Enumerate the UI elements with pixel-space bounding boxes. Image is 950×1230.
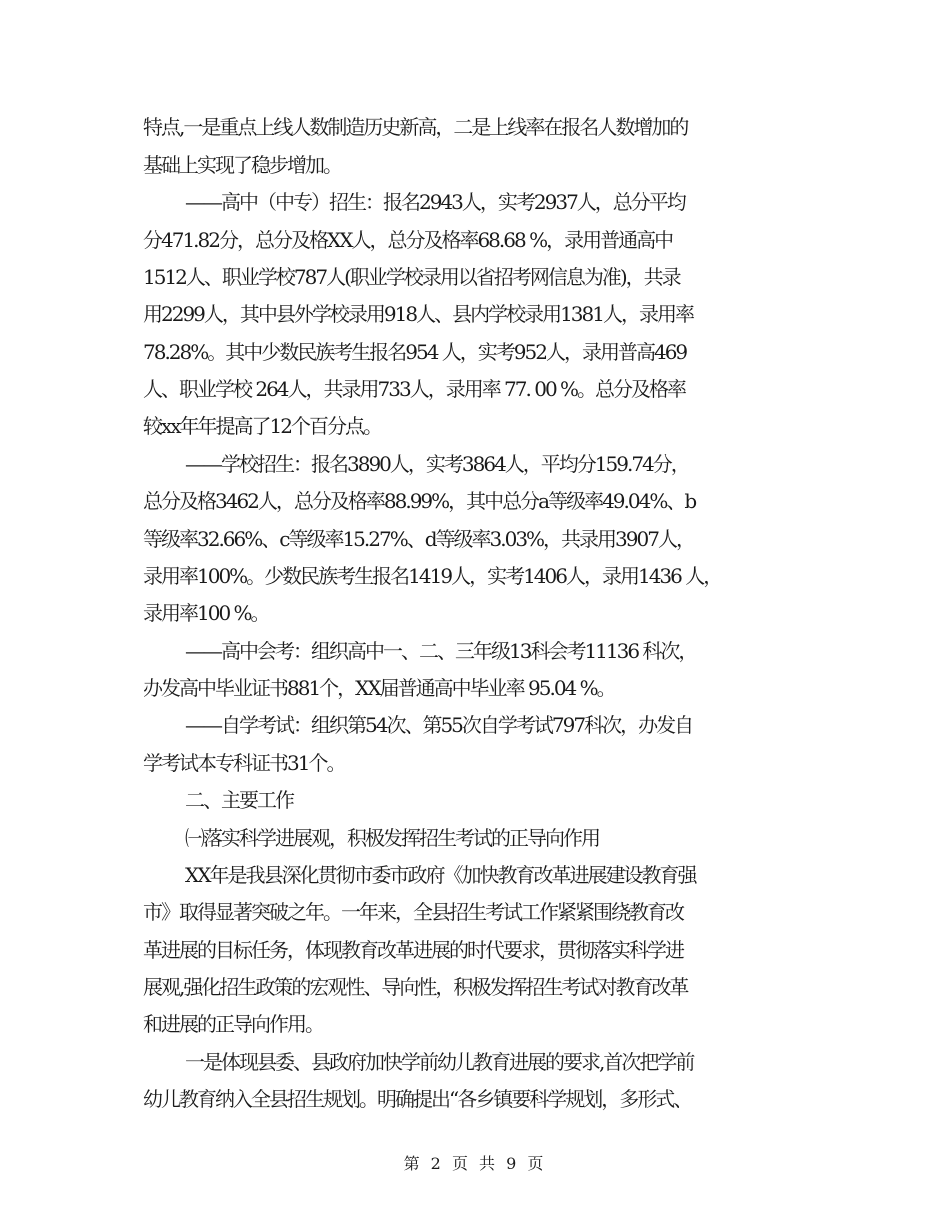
text-line: 78.28%。其中少数民族考生报名954 人，实考952人，录用普高469 bbox=[143, 340, 687, 364]
text-line: 基础上实现了稳步增加。 bbox=[143, 153, 341, 177]
text-line: 展观,强化招生政策的宏观性、导向性，积极发挥招生考试对教育改革 bbox=[143, 975, 688, 999]
text-line: XX年是我县深化贯彻市委市政府《加快教育改革进展建设教育强 bbox=[185, 863, 696, 887]
text-line: 录用率100%。少数民族考生报名1419人，实考1406人，录用1436 人， bbox=[143, 564, 722, 588]
text-line: 总分及格3462人，总分及格率88.99%，其中总分a等级率49.04%、b bbox=[143, 489, 696, 513]
text-line: 用2299人，其中县外学校录用918人、县内学校录用1381人，录用率 bbox=[143, 302, 693, 326]
text-line: 市》取得显著突破之年。一年来，全县招生考试工作紧紧围绕教育改 bbox=[143, 900, 683, 924]
page-number: 第 2 页 共 9 页 bbox=[403, 1154, 547, 1173]
text-line: ——自学考试：组织第54次、第55次自学考试797科次，办发自 bbox=[185, 713, 693, 737]
text-line: 和进展的正导向作用。 bbox=[143, 1012, 323, 1036]
text-line: 分471.82分，总分及格XX人，总分及格率68.68 %，录用普通高中 bbox=[143, 228, 673, 252]
text-line: ——学校招生：报名3890人，实考3864人，平均分159.74分， bbox=[185, 452, 689, 476]
text-line: ——高中（中专）招生：报名2943人，实考2937人，总分平均 bbox=[185, 190, 685, 214]
text-line: 学考试本专科证书31个。 bbox=[143, 751, 345, 775]
text-line: 等级率32.66%、c等级率15.27%、d等级率3.03%，共录用3907人， bbox=[143, 527, 694, 551]
text-line: 一是体现县委、县政府加快学前幼儿教育进展的要求,首次把学前 bbox=[185, 1050, 694, 1074]
text-line: 1512人、职业学校787人(职业学校录用以省招考网信息为准)，共录 bbox=[143, 265, 680, 289]
text-line: 革进展的目标任务，体现教育改革进展的时代要求，贯彻落实科学进 bbox=[143, 938, 683, 962]
subsection-heading: ㈠落实科学进展观，积极发挥招生考试的正导向作用 bbox=[185, 826, 599, 850]
text-line: 较xx年年提高了12个百分点。 bbox=[143, 414, 382, 438]
section-heading: 二、主要工作 bbox=[185, 788, 293, 812]
text-line: 特点,一是重点上线人数制造历史新高，二是上线率在报名人数增加的 bbox=[143, 115, 688, 139]
text-line: ——高中会考：组织高中一、二、三年级13科会考11136 科次， bbox=[185, 639, 697, 663]
text-line: 人、职业学校 264人，共录用733人，录用率 77. 00 %。总分及格率 bbox=[143, 377, 686, 401]
text-line: 办发高中毕业证书881个，XX届普通高中毕业率 95.04 %。 bbox=[143, 676, 615, 700]
text-line: 录用率100 %。 bbox=[143, 601, 269, 625]
text-line: 幼儿教育纳入全县招生规划。明确提出“各乡镇要科学规划，多形式、 bbox=[143, 1087, 692, 1111]
